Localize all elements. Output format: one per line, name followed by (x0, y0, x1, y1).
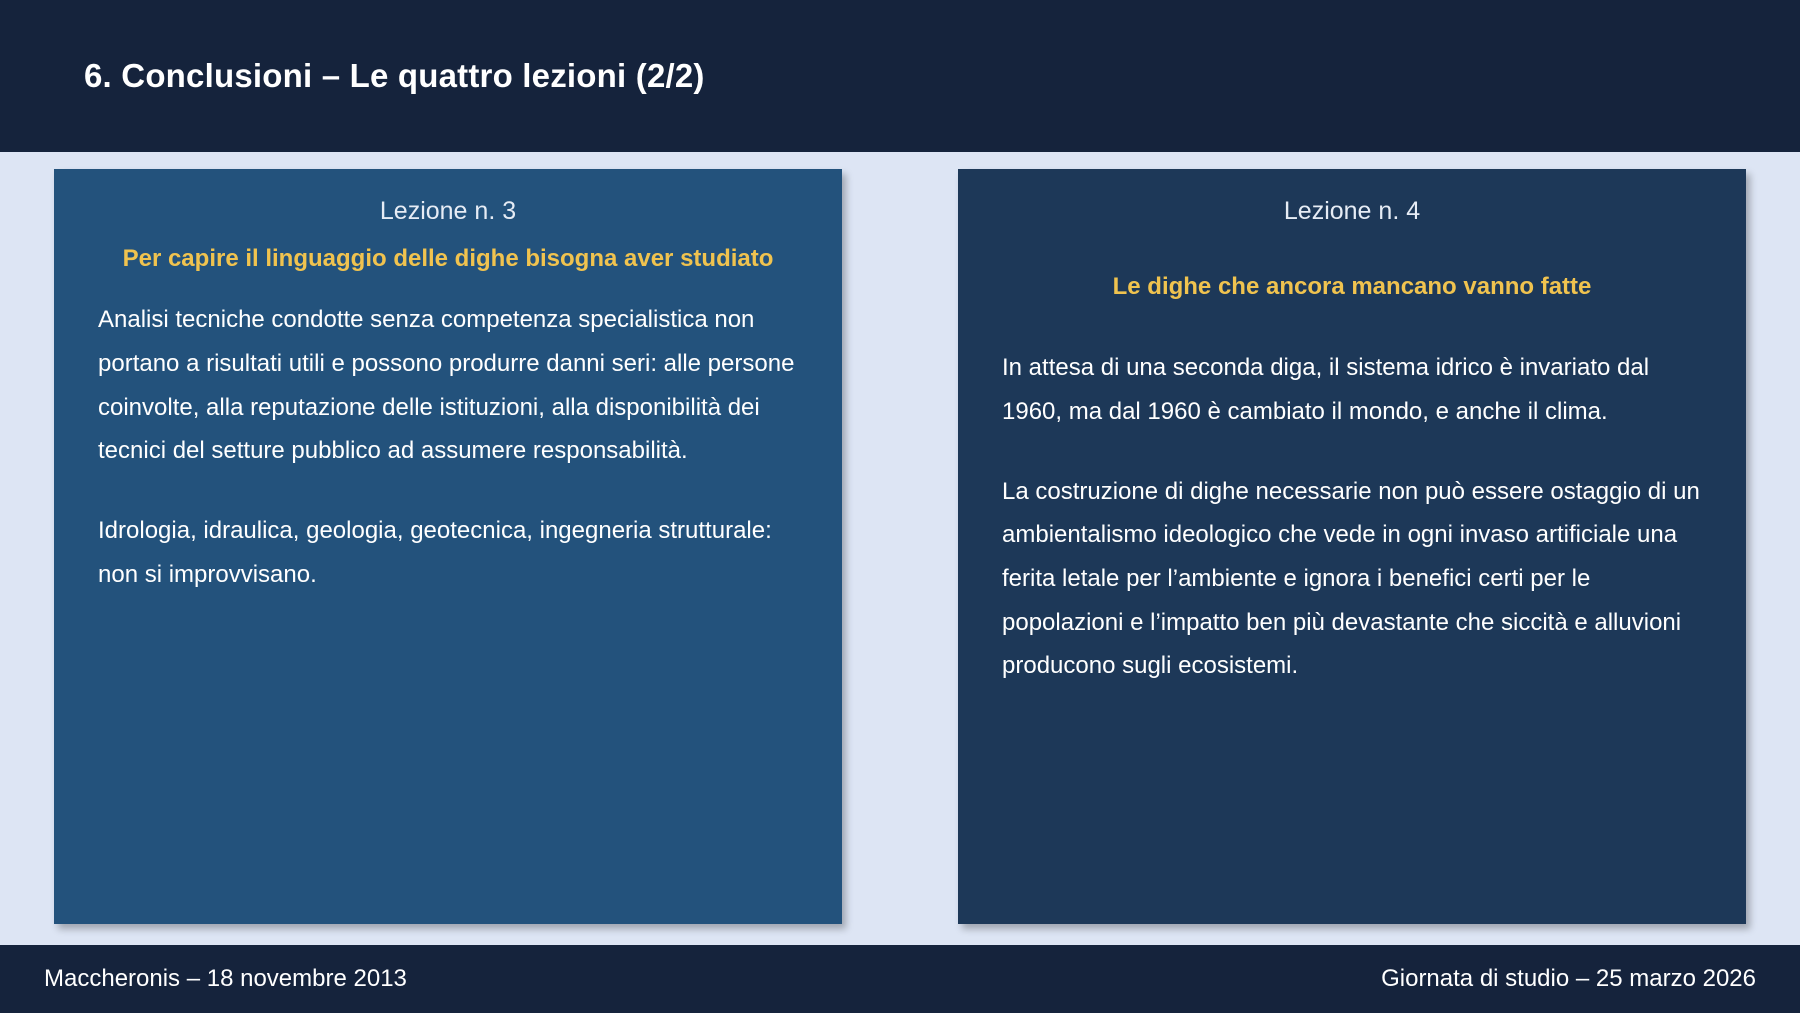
slide-header (0, 0, 1800, 152)
footer-left-text: Maccheronis – 18 novembre 2013 (44, 965, 407, 992)
lesson-card-3-paragraph-1: Analisi tecniche condotte senza competenza specialistica non portano a risultati utili e possono produrre danni seri: alle persone coinvolte, alla reputazione delle istituzioni, alla disponibilità dei tecnici del setture pubblico ad assumere responsabilità. (98, 306, 795, 465)
footer-right-text: Giornata di studio – 25 marzo 2026 (1381, 965, 1756, 992)
lesson-card-3-label: Lezione n. 3 (379, 197, 517, 225)
slide-body (0, 152, 1800, 945)
page-title: 6. Conclusioni – Le quattro lezioni (2/2) (84, 57, 705, 94)
lesson-card-3-heading: Per capire il linguaggio delle dighe bisogna aver studiato (122, 244, 774, 272)
lesson-card-4 (958, 169, 1746, 924)
lesson-card-4-heading: Le dighe che ancora mancano vanno fatte (1112, 272, 1592, 300)
lesson-card-3 (54, 169, 842, 924)
slide-footer (0, 945, 1800, 1013)
lesson-card-3-paragraph-2: Idrologia, idraulica, geologia, geotecnica, ingegneria strutturale: non si improvvisano. (98, 516, 772, 588)
lesson-card-4-label: Lezione n. 4 (1283, 197, 1421, 225)
lesson-card-4-paragraph-2: La costruzione di dighe necessarie non può essere ostaggio di un ambientalismo ideologico che vede in ogni invaso artificiale una ferita letale per l’ambiente e ignora i benefici certi per le popolazioni e l’impatto ben più devastante che siccità e alluvioni producono sugli ecosistemi. (1002, 477, 1700, 680)
lesson-card-4-paragraph-1: In attesa di una seconda diga, il sistema idrico è invariato dal 1960, ma dal 1960 è cambiato il mondo, e anche il clima. (1002, 354, 1650, 425)
